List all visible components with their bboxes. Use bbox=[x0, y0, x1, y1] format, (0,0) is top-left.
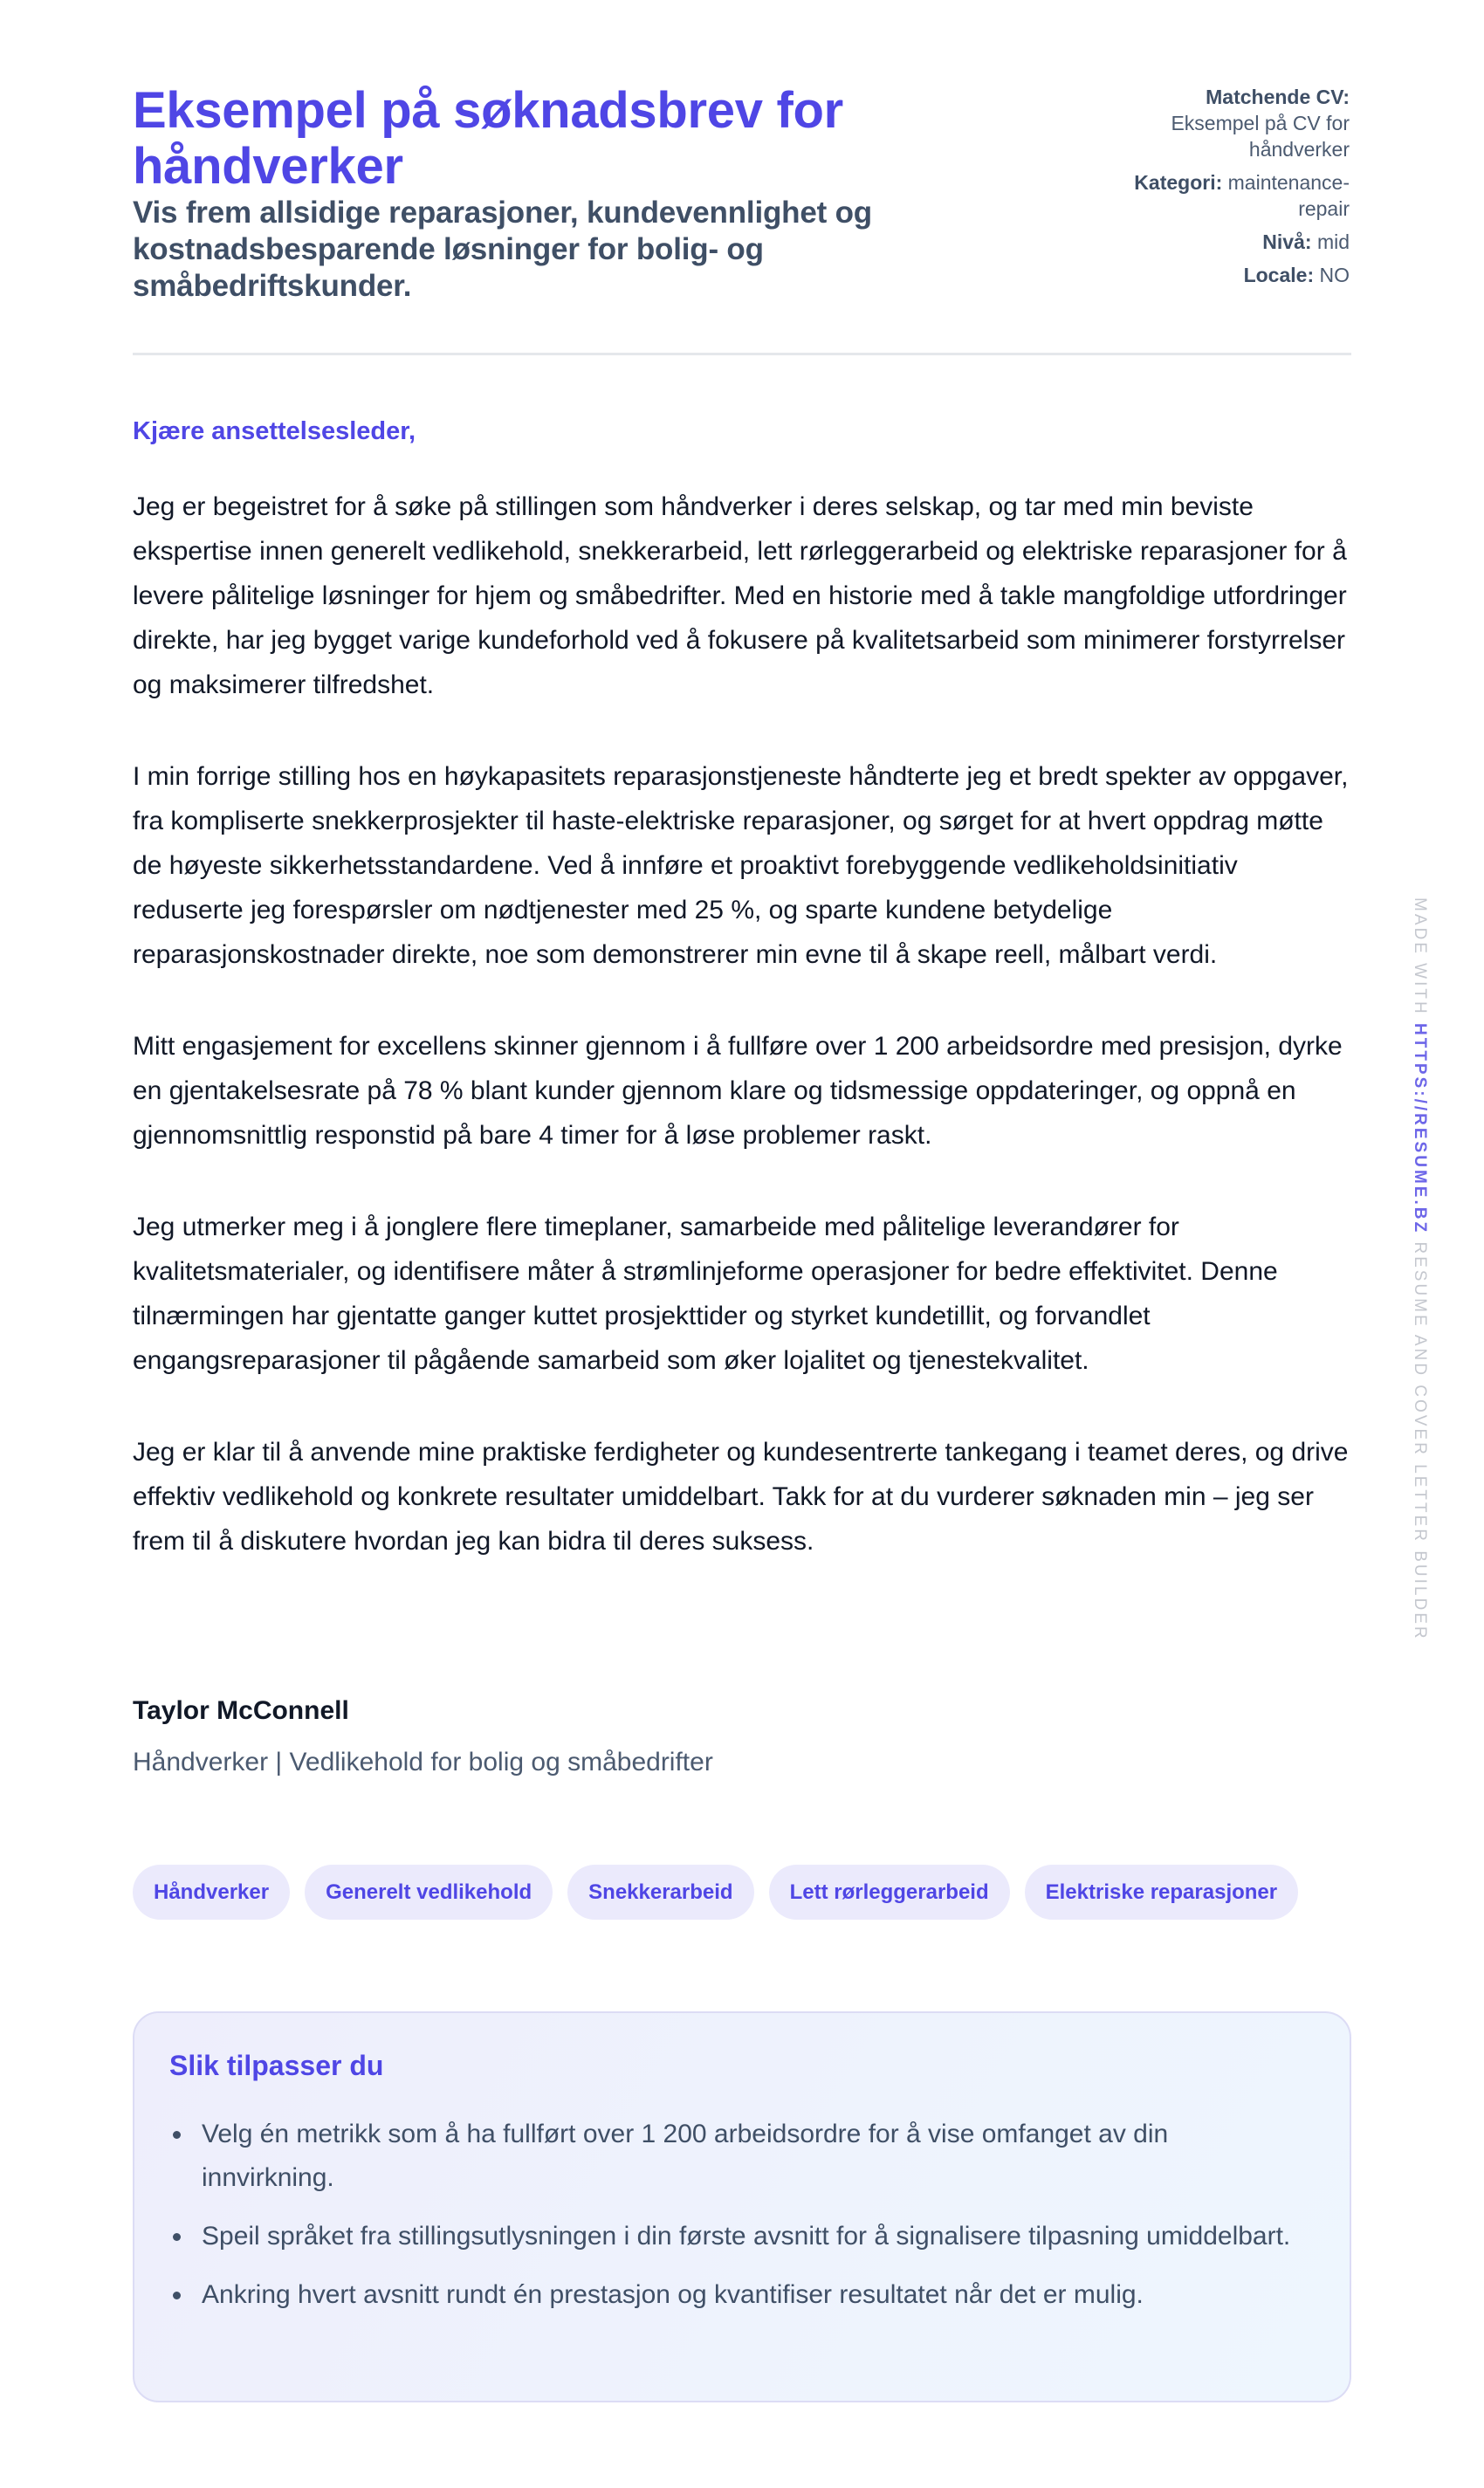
watermark-link[interactable]: HTTPS://RESUME.BZ bbox=[1411, 1023, 1429, 1235]
meta-level-value: mid bbox=[1316, 230, 1350, 253]
title-block bbox=[133, 83, 971, 305]
skill-tags bbox=[133, 1865, 1298, 1920]
meta-level bbox=[1114, 229, 1350, 255]
skill-tag[interactable]: Generelt vedlikehold bbox=[305, 1865, 553, 1920]
meta-matching-cv bbox=[1114, 84, 1350, 162]
tips-list bbox=[169, 2113, 1315, 2317]
meta-matching-cv-label: Matchende CV: bbox=[1206, 86, 1350, 108]
skill-tag[interactable]: Elektriske reparasjoner bbox=[1025, 1865, 1299, 1920]
cover-letter-page bbox=[133, 0, 1351, 2309]
tips-title: Slik tilpasser du bbox=[169, 2050, 384, 2081]
watermark-suffix: RESUME AND COVER LETTER BUILDER bbox=[1411, 1241, 1429, 1641]
skill-tag[interactable]: Lett rørleggerarbeid bbox=[769, 1865, 1010, 1920]
meta-category-value: maintenance-repair bbox=[1227, 171, 1350, 220]
skill-tag[interactable]: Snekkerarbeid bbox=[567, 1865, 753, 1920]
watermark-text bbox=[1408, 897, 1431, 1641]
tips-item-text: Speil språket fra stillingsutlysningen i din første avsnitt for å signalisere tilpasning umiddelbart. bbox=[202, 2222, 1291, 2251]
watermark bbox=[1405, 897, 1431, 1641]
bullet-icon bbox=[173, 2233, 181, 2241]
letter-paragraph: Jeg er begeistret for å søke på stillingen som håndverker i deres selskap, og tar med min beviste ekspertise innen generelt vedlikehold, snekkerarbeid, lett rørleggerarbeid og elektriske reparasjoner for å levere pålitelige løsninger for hjem og småbedrifter. Med en historie med å takle mangfoldige utfordringer direkte, har jeg bygget varige kundeforhold ved å fokusere på kvalitetsarbeid som minimerer forstyrrelser og maksimerer tilfredshet. bbox=[133, 492, 1347, 699]
letter-paragraph: Jeg utmerker meg i å jonglere flere timeplaner, samarbeide med pålitelige leverandører for kvalitetsmaterialer, og identifisere måter å strømlinjeforme operasjoner for bedre effektivitet. Denne tilnærmingen har gjentatte ganger kuttet prosjekttider og styrket kundetillit, og forvandlet engangsreparasjoner til pågående samarbeid som øker lojalitet og tjenestekvalitet. bbox=[133, 1213, 1278, 1375]
tips-list-item bbox=[169, 2113, 1293, 2200]
letter-body bbox=[133, 485, 1355, 1611]
letter-paragraph: Mitt engasjement for excellens skinner gjennom i å fullføre over 1 200 arbeidsordre med presisjon, dyrke en gjentakelsesrate på 78 % blant kunder gjennom klare og tidsmessige oppdateringer, og oppnå en gjennomsnittlig responstid på bare 4 timer for å løse problemer raskt. bbox=[133, 1032, 1343, 1150]
signature-block bbox=[133, 1694, 713, 1780]
tips-item-text: Velg én metrikk som å ha fullført over 1 200 arbeidsordre for å vise omfanget av din innvirkning. bbox=[202, 2120, 1169, 2192]
meta-locale-value: NO bbox=[1319, 264, 1350, 286]
header-divider bbox=[133, 353, 1351, 355]
letter-paragraph: Jeg er klar til å anvende mine praktiske ferdigheter og kundesentrerte tankegang i teamet deres, og drive effektiv vedlikehold og konkrete resultater umiddelbart. Takk for at du vurderer søknaden min – jeg ser frem til å diskutere hvordan jeg kan bidra til deres suksess. bbox=[133, 1438, 1349, 1556]
meta-info bbox=[1114, 84, 1350, 295]
meta-category bbox=[1114, 169, 1350, 222]
signature-name: Taylor McConnell bbox=[133, 1696, 349, 1725]
watermark-prefix: MADE WITH bbox=[1411, 897, 1429, 1016]
letter-greeting: Kjære ansettelsesleder, bbox=[133, 417, 416, 445]
tips-box bbox=[133, 2011, 1351, 2402]
tips-list-item bbox=[169, 2215, 1293, 2258]
bullet-icon bbox=[173, 2292, 181, 2299]
signature-role: Håndverker | Vedlikehold for bolig og småbedrifter bbox=[133, 1748, 713, 1777]
page-header bbox=[133, 0, 1351, 303]
page-subtitle: Vis frem allsidige reparasjoner, kundevennlighet og kostnadsbesparende løsninger for bolig- og småbedriftskunder. bbox=[133, 196, 872, 303]
meta-level-label: Nivå: bbox=[1262, 230, 1312, 253]
tips-item-text: Ankring hvert avsnitt rundt én prestasjon og kvantifiser resultatet når det er mulig. bbox=[202, 2280, 1144, 2309]
meta-matching-cv-value[interactable]: Eksempel på CV for håndverker bbox=[1171, 112, 1350, 161]
meta-locale bbox=[1114, 262, 1350, 288]
skill-tag[interactable]: Håndverker bbox=[133, 1865, 290, 1920]
letter-paragraph: I min forrige stilling hos en høykapasitets reparasjonstjeneste håndterte jeg et bredt spekter av oppgaver, fra kompliserte snekkerprosjekter til haste-elektriske reparasjoner, og sørget for at hvert oppdrag møtte de høyeste sikkerhetsstandardene. Ved å innføre et proaktivt forebyggende vedlikeholdsinitiativ reduserte jeg forespørsler om nødtjenester med 25 %, og sparte kundene betydelige reparasjonskostnader direkte, noe som demonstrerer min evne til å skape reell, målbart verdi. bbox=[133, 762, 1349, 969]
meta-locale-label: Locale: bbox=[1243, 264, 1315, 286]
meta-category-label: Kategori: bbox=[1134, 171, 1223, 194]
tips-list-item bbox=[169, 2273, 1293, 2317]
page-title: Eksempel på søknadsbrev for håndverker bbox=[133, 82, 843, 195]
bullet-icon bbox=[173, 2131, 181, 2139]
